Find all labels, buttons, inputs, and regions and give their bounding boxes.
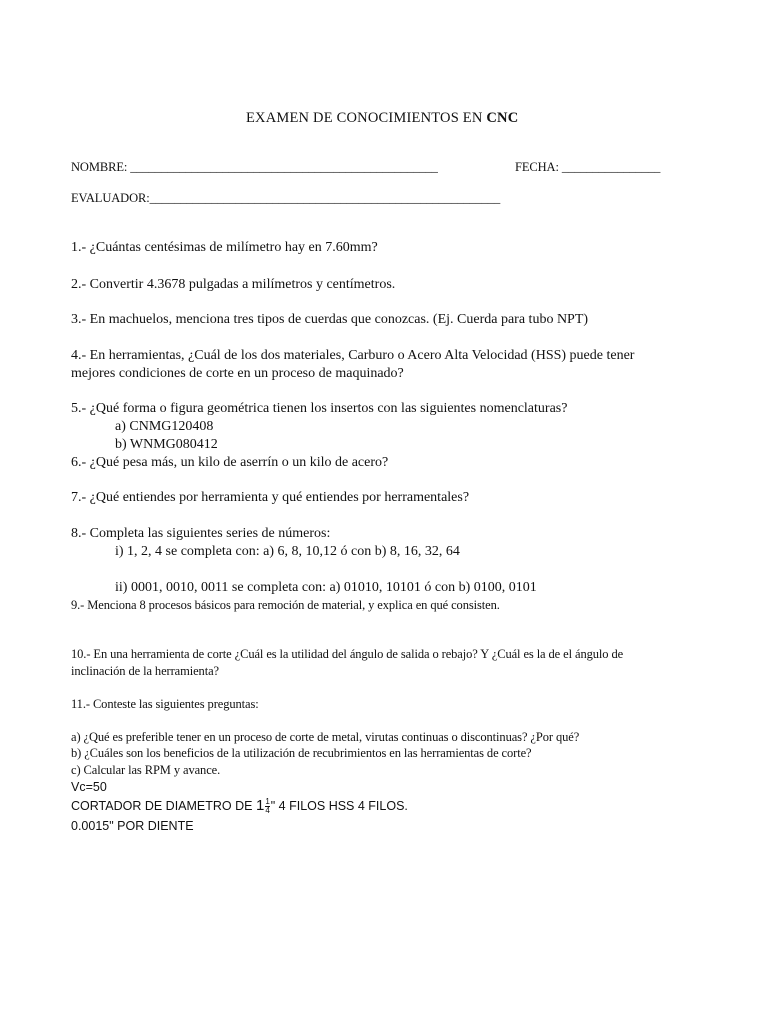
fecha-field: FECHA: ________________ bbox=[515, 160, 661, 174]
question-11-c: c) Calcular las RPM y avance. bbox=[71, 763, 221, 777]
question-5-option-a: a) CNMG120408 bbox=[115, 419, 214, 434]
question-11: 11.- Conteste las siguientes preguntas: bbox=[71, 697, 259, 711]
question-10-line-2: inclinación de la herramienta? bbox=[71, 664, 219, 678]
question-1: 1.- ¿Cuántas centésimas de milímetro hay en 7.60mm? bbox=[71, 240, 378, 255]
question-3: 3.- En machuelos, menciona tres tipos de cuerdas que conozcas. (Ej. Cuerda para tubo NPT) bbox=[71, 312, 589, 327]
question-10-line-1: 10.- En una herramienta de corte ¿Cuál es la utilidad del ángulo de salida o rebajo? Y ¿Cuál es la de el ángulo de bbox=[71, 647, 624, 661]
fraction: $\frac{1}{4}$ bbox=[265, 797, 270, 816]
question-11-a: a) ¿Qué es preferible tener en un proceso de corte de metal, virutas continuas o discontinuas? ¿Por qué? bbox=[71, 730, 580, 744]
question-8-series-i: i) 1, 2, 4 se completa con: a) 6, 8, 10,12 ó con b) 8, 16, 32, 64 bbox=[115, 544, 460, 559]
nombre-field: NOMBRE: __________________________________________________ bbox=[71, 160, 438, 174]
question-5: 5.- ¿Qué forma o figura geométrica tienen los insertos con las siguientes nomenclaturas? bbox=[71, 401, 568, 416]
question-9: 9.- Menciona 8 procesos básicos para remoción de material, y explica en qué consisten. bbox=[71, 598, 500, 612]
feed-per-tooth: 0.0015" POR DIENTE bbox=[71, 819, 194, 833]
evaluador-field: EVALUADOR:_________________________________________________________ bbox=[71, 191, 501, 205]
question-6: 6.- ¿Qué pesa más, un kilo de aserrín o un kilo de acero? bbox=[71, 455, 389, 470]
question-5-option-b: b) WNMG080412 bbox=[115, 437, 218, 452]
cutter-diameter: CORTADOR DE DIAMETRO DE $1\frac{1}{4}$ " 4 FILOS HSS 4 FILOS. bbox=[71, 797, 408, 816]
question-7: 7.- ¿Qué entiendes por herramienta y qué entiendes por herramentales? bbox=[71, 490, 470, 505]
question-8: 8.- Completa las siguientes series de números: bbox=[71, 526, 331, 541]
question-11-b: b) ¿Cuáles son los beneficios de la utilización de recubrimientos en las herramientas de corte? bbox=[71, 746, 532, 760]
cutting-speed: Vc=50 bbox=[71, 780, 107, 794]
page-title: EXAMEN DE CONOCIMIENTOS EN CNC bbox=[246, 110, 519, 126]
question-4-line-1: 4.- En herramientas, ¿Cuál de los dos materiales, Carburo o Acero Alta Velocidad (HSS) puede tener bbox=[71, 348, 635, 363]
question-4-line-2: mejores condiciones de corte en un proceso de maquinado? bbox=[71, 366, 404, 381]
question-8-series-ii: ii) 0001, 0010, 0011 se completa con: a) 01010, 10101 ó con b) 0100, 0101 bbox=[115, 580, 537, 595]
question-2: 2.- Convertir 4.3678 pulgadas a milímetros y centímetros. bbox=[71, 277, 396, 292]
